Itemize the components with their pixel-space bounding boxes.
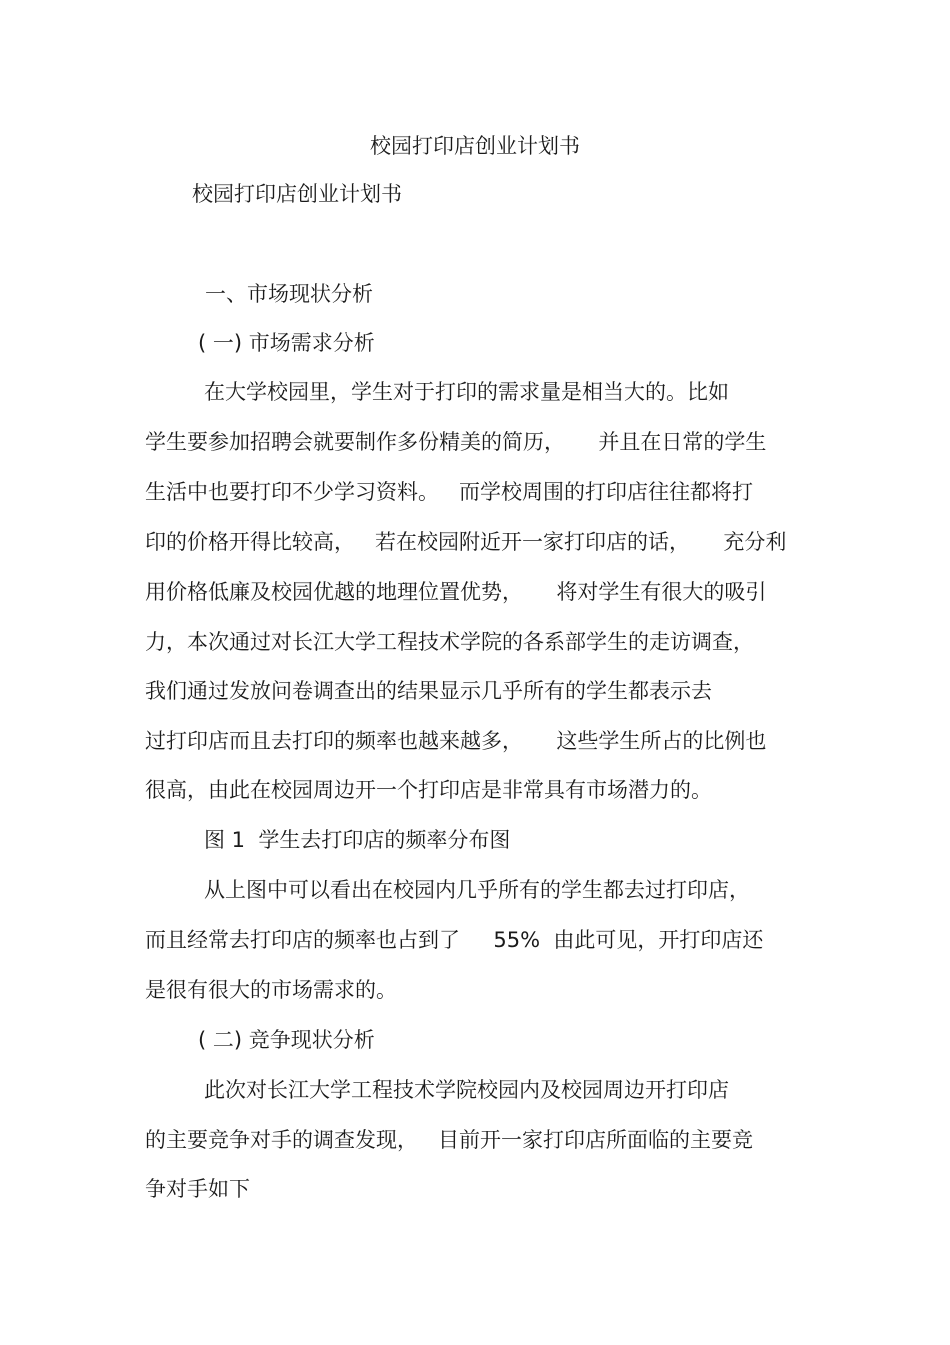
paragraph-line: 用价格低廉及校园优越的地理位置优势， 将对学生有很大的吸引 [145,580,767,604]
paragraph-line: 争对手如下 [145,1177,250,1201]
paragraph-line: 印的价格开得比较高， 若在校园附近开一家打印店的话， 充分利 [145,530,787,554]
document-subtitle: 校园打印店创业计划书 [192,182,402,206]
paragraph-line: 此次对长江大学工程技术学院校园内及校园周边开打印店 [204,1078,729,1102]
paragraph-line: 学生要参加招聘会就要制作多份精美的简历， 并且在日常的学生 [145,430,767,454]
paragraph-line: 过打印店而且去打印的频率也越来越多， 这些学生所占的比例也 [145,729,767,753]
figure-caption: 图 1 学生去打印店的频率分布图 [204,828,511,852]
subsection-heading-competition: ( 二) 竞争现状分析 [198,1028,375,1052]
paragraph-line: 很高，由此在校园周边开一个打印店是非常具有市场潜力的。 [145,778,712,802]
document-title: 校园打印店创业计划书 [370,134,580,158]
paragraph-line: 在大学校园里，学生对于打印的需求量是相当大的。比如 [204,380,729,404]
paragraph-line: 我们通过发放问卷调查出的结果显示几乎所有的学生都表示去 [145,679,712,703]
paragraph-line: 从上图中可以看出在校园内几乎所有的学生都去过打印店， [204,878,750,902]
paragraph-line: 而且经常去打印店的频率也占到了 55% 由此可见，开打印店还 [145,928,764,952]
subsection-heading-demand: ( 一) 市场需求分析 [198,331,375,355]
paragraph-line: 生活中也要打印不少学习资料。 而学校周围的打印店往往都将打 [145,480,754,504]
paragraph-line: 的主要竞争对手的调查发现， 目前开一家打印店所面临的主要竞 [145,1128,754,1152]
paragraph-line: 力，本次通过对长江大学工程技术学院的各系部学生的走访调查， [145,630,754,654]
section-heading-market-analysis: 一、市场现状分析 [205,282,373,306]
paragraph-line: 是很有很大的市场需求的。 [145,978,397,1002]
